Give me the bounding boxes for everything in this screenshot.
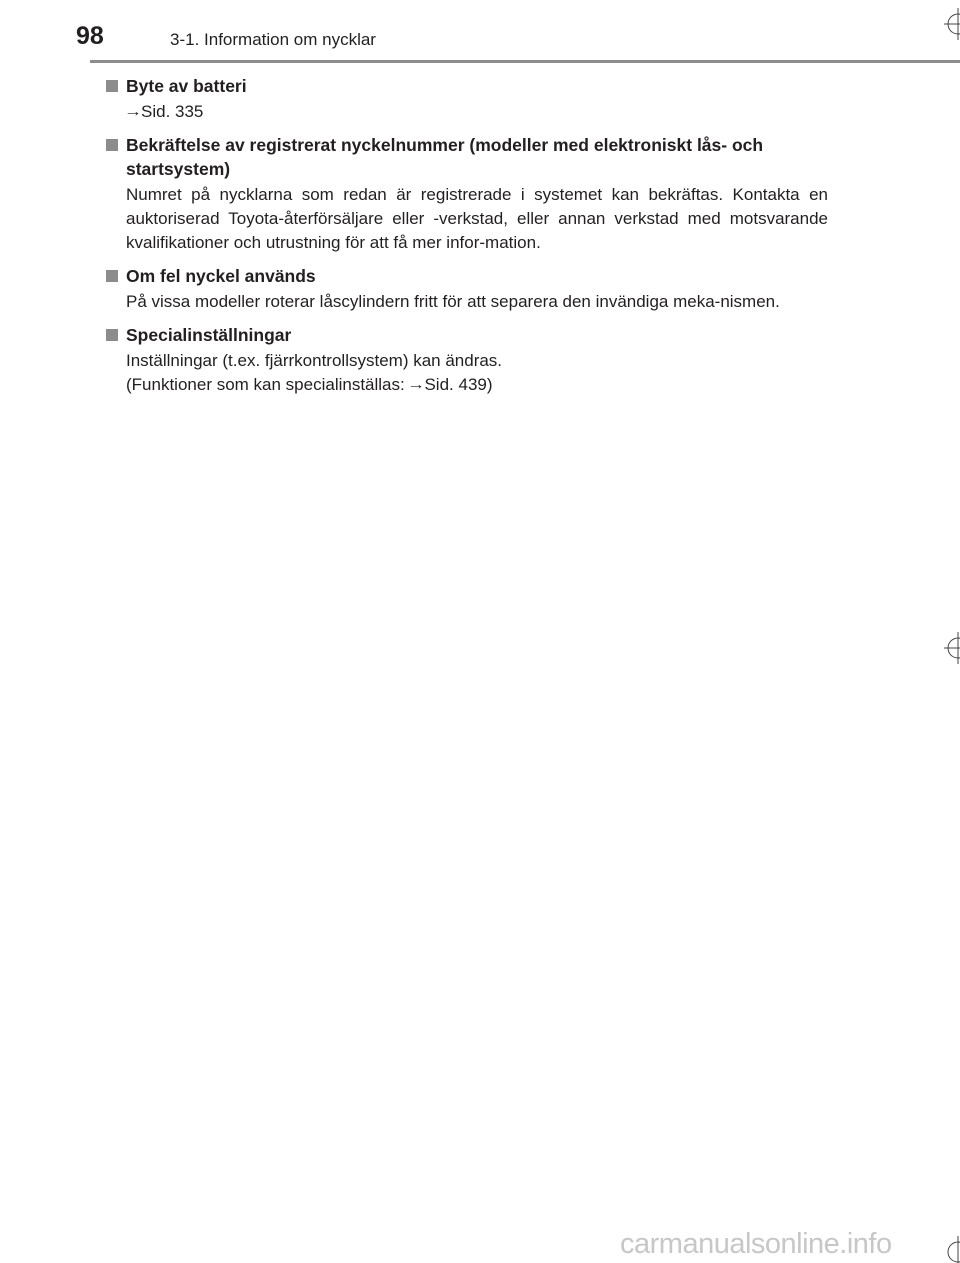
reference-text: Sid. 335 xyxy=(141,102,204,121)
item-heading: Byte av batteri xyxy=(126,76,247,96)
item-text: På vissa modeller roterar låscylindern fritt för att separera den invändiga meka-nismen. xyxy=(126,292,780,311)
page-reference xyxy=(126,373,828,397)
square-bullet-icon xyxy=(106,329,118,341)
item-heading: Specialinställningar xyxy=(126,325,292,345)
registration-mark-icon xyxy=(940,1236,960,1263)
watermark: carmanualsonline.info xyxy=(620,1228,892,1260)
square-bullet-icon xyxy=(106,80,118,92)
item-heading: Bekräftelse av registrerat nyckelnummer (modeller med elektroniskt lås- och startsystem) xyxy=(126,135,764,179)
list-item xyxy=(106,264,828,314)
item-text: Numret på nycklarna som redan är registrerade i systemet kan bekräftas. Kontakta en auktoriserad Toyota-återförsäljare eller -verkstad, eller annan verkstad med motsvarande kvalifikationer och utrustning för att få mer infor-mation. xyxy=(126,185,828,252)
item-heading: Om fel nyckel används xyxy=(126,266,316,286)
section-title: 3-1. Information om nycklar xyxy=(170,30,376,49)
list-item xyxy=(106,74,828,124)
page-number: 98 xyxy=(76,22,104,50)
square-bullet-icon xyxy=(106,139,118,151)
arrow-right-icon: → xyxy=(407,376,426,392)
list-item xyxy=(106,323,828,397)
registration-mark-icon xyxy=(940,632,960,664)
arrow-right-icon: → xyxy=(123,103,143,119)
square-bullet-icon xyxy=(106,270,118,282)
page-reference xyxy=(123,100,828,124)
reference-intro: (Funktioner som kan specialinställas: xyxy=(126,375,405,394)
registration-mark-icon xyxy=(940,8,960,40)
item-text: Inställningar (t.ex. fjärrkontrollsystem) kan ändras. xyxy=(126,351,503,370)
reference-text: Sid. 439) xyxy=(424,375,493,394)
content xyxy=(106,74,828,406)
header-rule xyxy=(90,60,960,63)
list-item xyxy=(106,133,828,255)
